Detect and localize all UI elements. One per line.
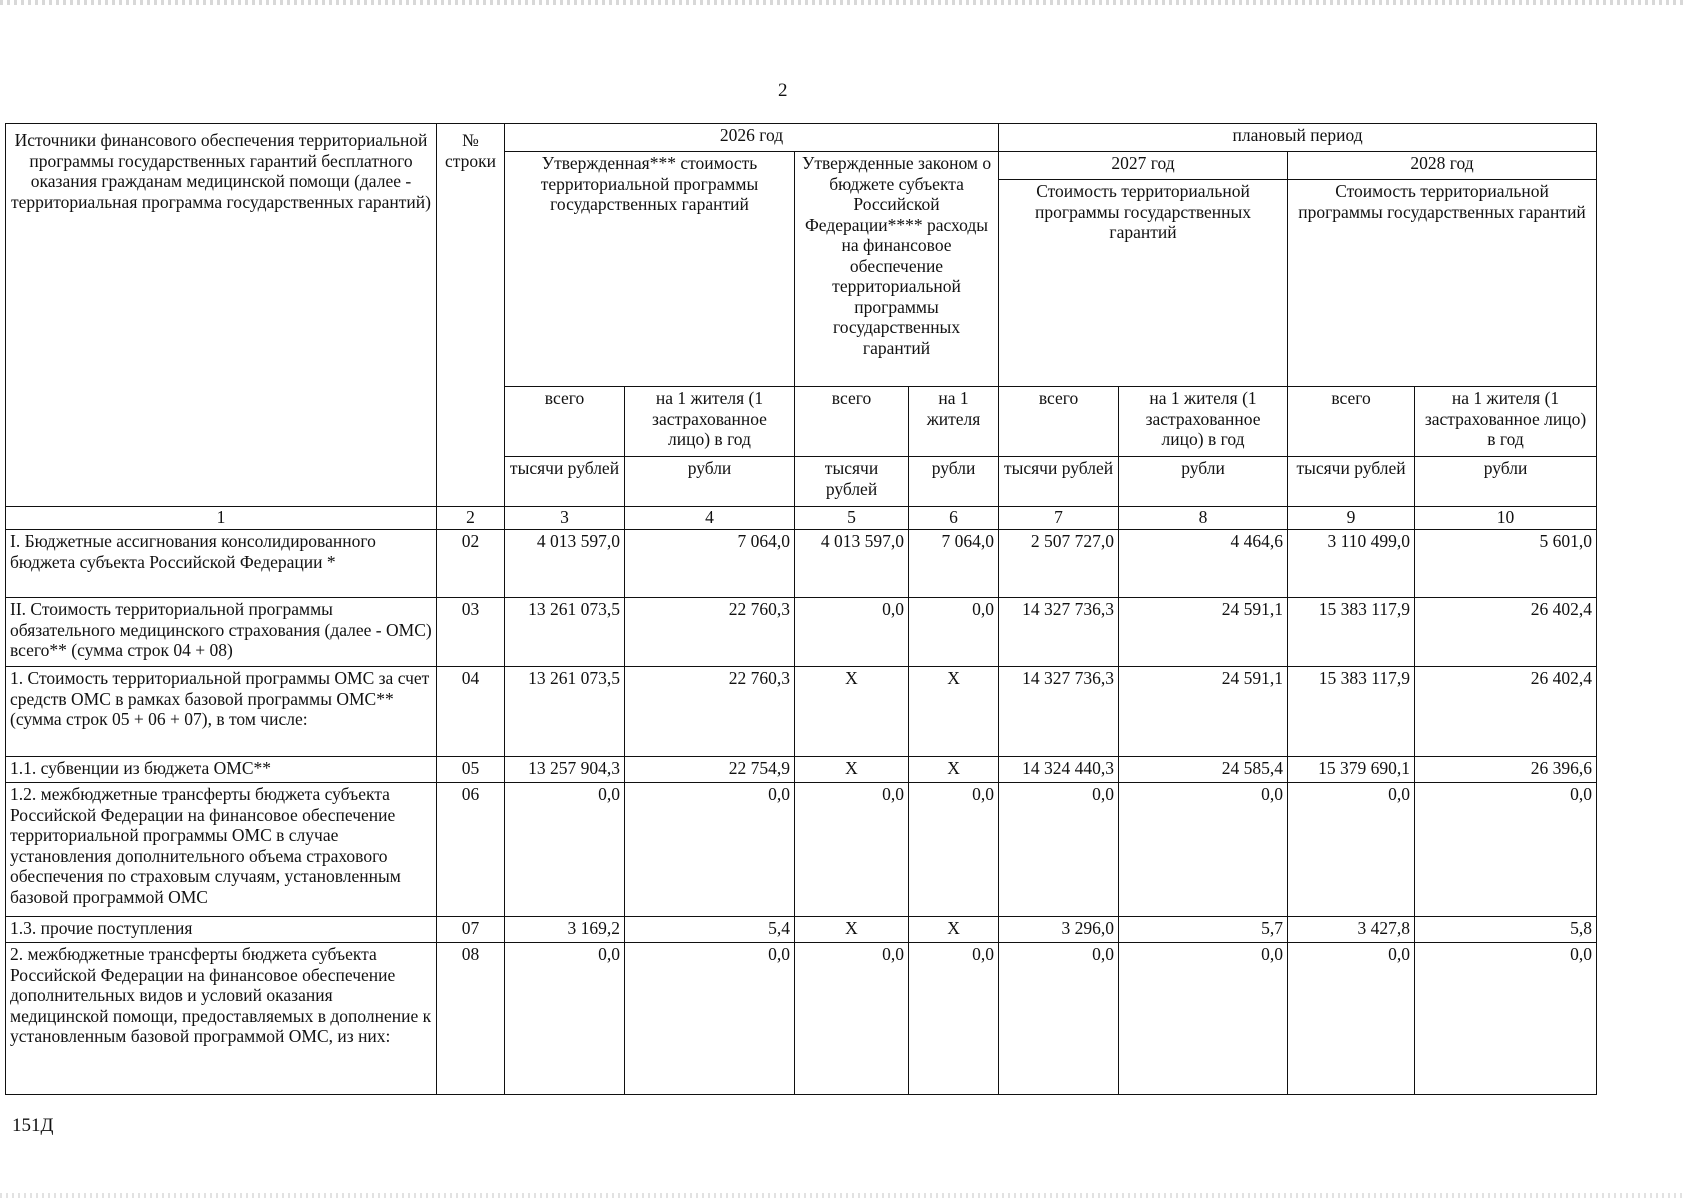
row-label: I. Бюджетные ассигнования консолидированного бюджета субъекта Российской Федерации * bbox=[6, 530, 437, 598]
header-year-2028: 2028 год bbox=[1288, 152, 1597, 180]
header-total: всего bbox=[795, 387, 909, 457]
header-source: Источники финансового обеспечения территориальной программы государственных гарантий бесплатного оказания гражданам медицинской помощи (далее - территориальная программа государственных гарантий) bbox=[6, 124, 437, 507]
column-number: 8 bbox=[1119, 507, 1288, 530]
table-row bbox=[6, 598, 1597, 667]
column-number: 4 bbox=[625, 507, 795, 530]
column-number-row bbox=[6, 507, 1597, 530]
row-number: 07 bbox=[437, 917, 505, 943]
column-number: 3 bbox=[505, 507, 625, 530]
cell-value: X bbox=[909, 757, 999, 783]
cell-value: 0,0 bbox=[909, 943, 999, 1095]
header-unit: тысячи рублей bbox=[795, 457, 909, 507]
cell-value: 24 585,4 bbox=[1119, 757, 1288, 783]
cell-value: 24 591,1 bbox=[1119, 598, 1288, 667]
cell-value: 0,0 bbox=[625, 943, 795, 1095]
cell-value: 7 064,0 bbox=[625, 530, 795, 598]
cell-value: 3 110 499,0 bbox=[1288, 530, 1415, 598]
cell-value: 4 013 597,0 bbox=[795, 530, 909, 598]
cell-value: 24 591,1 bbox=[1119, 667, 1288, 757]
column-number: 5 bbox=[795, 507, 909, 530]
cell-value: 22 754,9 bbox=[625, 757, 795, 783]
table-row bbox=[6, 667, 1597, 757]
financing-sources-table bbox=[5, 123, 1597, 1095]
cell-value: 0,0 bbox=[625, 783, 795, 917]
header-approved-cost: Утвержденная*** стоимость территориальной программы государственных гарантий bbox=[505, 152, 795, 387]
column-number: 7 bbox=[999, 507, 1119, 530]
cell-value: X bbox=[795, 667, 909, 757]
header-per-insured: на 1 жителя (1 застрахованное лицо) в год bbox=[1415, 387, 1597, 457]
header-approved-law: Утвержденные законом о бюджете субъекта Российской Федерации**** расходы на финансовое обеспечение территориальной программы государственных гарантий bbox=[795, 152, 999, 387]
row-number: 04 bbox=[437, 667, 505, 757]
cell-value: 0,0 bbox=[1288, 783, 1415, 917]
row-label: 1. Стоимость территориальной программы ОМС за счет средств ОМС в рамках базовой программы ОМС** (сумма строк 05 + 06 + 07), в том числе: bbox=[6, 667, 437, 757]
cell-value: 0,0 bbox=[795, 598, 909, 667]
cell-value: 7 064,0 bbox=[909, 530, 999, 598]
header-per-insured: на 1 жителя (1 застрахованное лицо) в год bbox=[1119, 387, 1288, 457]
row-number: 02 bbox=[437, 530, 505, 598]
row-number: 05 bbox=[437, 757, 505, 783]
cell-value: 0,0 bbox=[1415, 943, 1597, 1095]
scan-edge-top bbox=[0, 0, 1686, 5]
row-label: 1.3. прочие поступления bbox=[6, 917, 437, 943]
header-cost-2028: Стоимость территориальной программы государственных гарантий bbox=[1288, 180, 1597, 387]
page-number: 2 bbox=[778, 80, 788, 101]
header-total: всего bbox=[999, 387, 1119, 457]
table-row bbox=[6, 530, 1597, 598]
row-label: 2. межбюджетные трансферты бюджета субъекта Российской Федерации на финансовое обеспечение дополнительных видов и условий оказания медицинской помощи, предоставляемых в дополнение к установленным базовой программой ОМС, из них: bbox=[6, 943, 437, 1095]
row-number: 03 bbox=[437, 598, 505, 667]
cell-value: 15 379 690,1 bbox=[1288, 757, 1415, 783]
column-number: 2 bbox=[437, 507, 505, 530]
table-row bbox=[6, 783, 1597, 917]
header-year-2027: 2027 год bbox=[999, 152, 1288, 180]
cell-value: 0,0 bbox=[1119, 783, 1288, 917]
header-per-insured: на 1 жителя (1 застрахованное лицо) в год bbox=[625, 387, 795, 457]
cell-value: 13 261 073,5 bbox=[505, 598, 625, 667]
cell-value: X bbox=[909, 917, 999, 943]
header-planning-period: плановый период bbox=[999, 124, 1597, 152]
cell-value: 26 396,6 bbox=[1415, 757, 1597, 783]
table-header bbox=[6, 124, 1597, 507]
cell-value: 5,4 bbox=[625, 917, 795, 943]
column-number: 9 bbox=[1288, 507, 1415, 530]
column-number: 10 bbox=[1415, 507, 1597, 530]
row-number: 06 bbox=[437, 783, 505, 917]
header-unit: рубли bbox=[909, 457, 999, 507]
cell-value: 15 383 117,9 bbox=[1288, 598, 1415, 667]
cell-value: X bbox=[795, 757, 909, 783]
cell-value: 0,0 bbox=[909, 598, 999, 667]
header-row-no: № строки bbox=[437, 124, 505, 507]
cell-value: 15 383 117,9 bbox=[1288, 667, 1415, 757]
header-unit: рубли bbox=[1119, 457, 1288, 507]
document-code: 151Д bbox=[12, 1115, 54, 1136]
cell-value: 5 601,0 bbox=[1415, 530, 1597, 598]
cell-value: 4 013 597,0 bbox=[505, 530, 625, 598]
cell-value: 3 296,0 bbox=[999, 917, 1119, 943]
cell-value: 5,7 bbox=[1119, 917, 1288, 943]
cell-value: 14 327 736,3 bbox=[999, 667, 1119, 757]
cell-value: 0,0 bbox=[505, 943, 625, 1095]
column-number: 1 bbox=[6, 507, 437, 530]
row-label: II. Стоимость территориальной программы обязательного медицинского страхования (далее - ОМС) всего** (сумма строк 04 + 08) bbox=[6, 598, 437, 667]
cell-value: 0,0 bbox=[1119, 943, 1288, 1095]
cell-value: 0,0 bbox=[505, 783, 625, 917]
header-year-2026: 2026 год bbox=[505, 124, 999, 152]
header-total: всего bbox=[1288, 387, 1415, 457]
cell-value: 14 327 736,3 bbox=[999, 598, 1119, 667]
table-row bbox=[6, 943, 1597, 1095]
header-unit: рубли bbox=[625, 457, 795, 507]
scan-edge-bottom bbox=[0, 1193, 1686, 1198]
header-unit: тысячи рублей bbox=[1288, 457, 1415, 507]
cell-value: 13 261 073,5 bbox=[505, 667, 625, 757]
row-label: 1.1. субвенции из бюджета ОМС** bbox=[6, 757, 437, 783]
cell-value: 14 324 440,3 bbox=[999, 757, 1119, 783]
cell-value: X bbox=[795, 917, 909, 943]
cell-value: X bbox=[909, 667, 999, 757]
header-unit: рубли bbox=[1415, 457, 1597, 507]
header-per-resident: на 1 жителя bbox=[909, 387, 999, 457]
table-row bbox=[6, 757, 1597, 783]
cell-value: 22 760,3 bbox=[625, 598, 795, 667]
cell-value: 0,0 bbox=[999, 783, 1119, 917]
cell-value: 13 257 904,3 bbox=[505, 757, 625, 783]
table-row bbox=[6, 917, 1597, 943]
cell-value: 3 169,2 bbox=[505, 917, 625, 943]
cell-value: 0,0 bbox=[795, 783, 909, 917]
header-unit: тысячи рублей bbox=[999, 457, 1119, 507]
cell-value: 0,0 bbox=[909, 783, 999, 917]
cell-value: 0,0 bbox=[1415, 783, 1597, 917]
cell-value: 0,0 bbox=[795, 943, 909, 1095]
header-unit: тысячи рублей bbox=[505, 457, 625, 507]
cell-value: 3 427,8 bbox=[1288, 917, 1415, 943]
cell-value: 4 464,6 bbox=[1119, 530, 1288, 598]
header-total: всего bbox=[505, 387, 625, 457]
cell-value: 5,8 bbox=[1415, 917, 1597, 943]
cell-value: 26 402,4 bbox=[1415, 667, 1597, 757]
header-cost-2027: Стоимость территориальной программы государственных гарантий bbox=[999, 180, 1288, 387]
cell-value: 26 402,4 bbox=[1415, 598, 1597, 667]
cell-value: 22 760,3 bbox=[625, 667, 795, 757]
cell-value: 0,0 bbox=[1288, 943, 1415, 1095]
table-body bbox=[6, 530, 1597, 1095]
cell-value: 0,0 bbox=[999, 943, 1119, 1095]
row-label: 1.2. межбюджетные трансферты бюджета субъекта Российской Федерации на финансовое обеспечение территориальной программы ОМС в случае установления дополнительного объема страхового обеспечения по страховым случаям, установленным базовой программой ОМС bbox=[6, 783, 437, 917]
cell-value: 2 507 727,0 bbox=[999, 530, 1119, 598]
row-number: 08 bbox=[437, 943, 505, 1095]
column-number: 6 bbox=[909, 507, 999, 530]
